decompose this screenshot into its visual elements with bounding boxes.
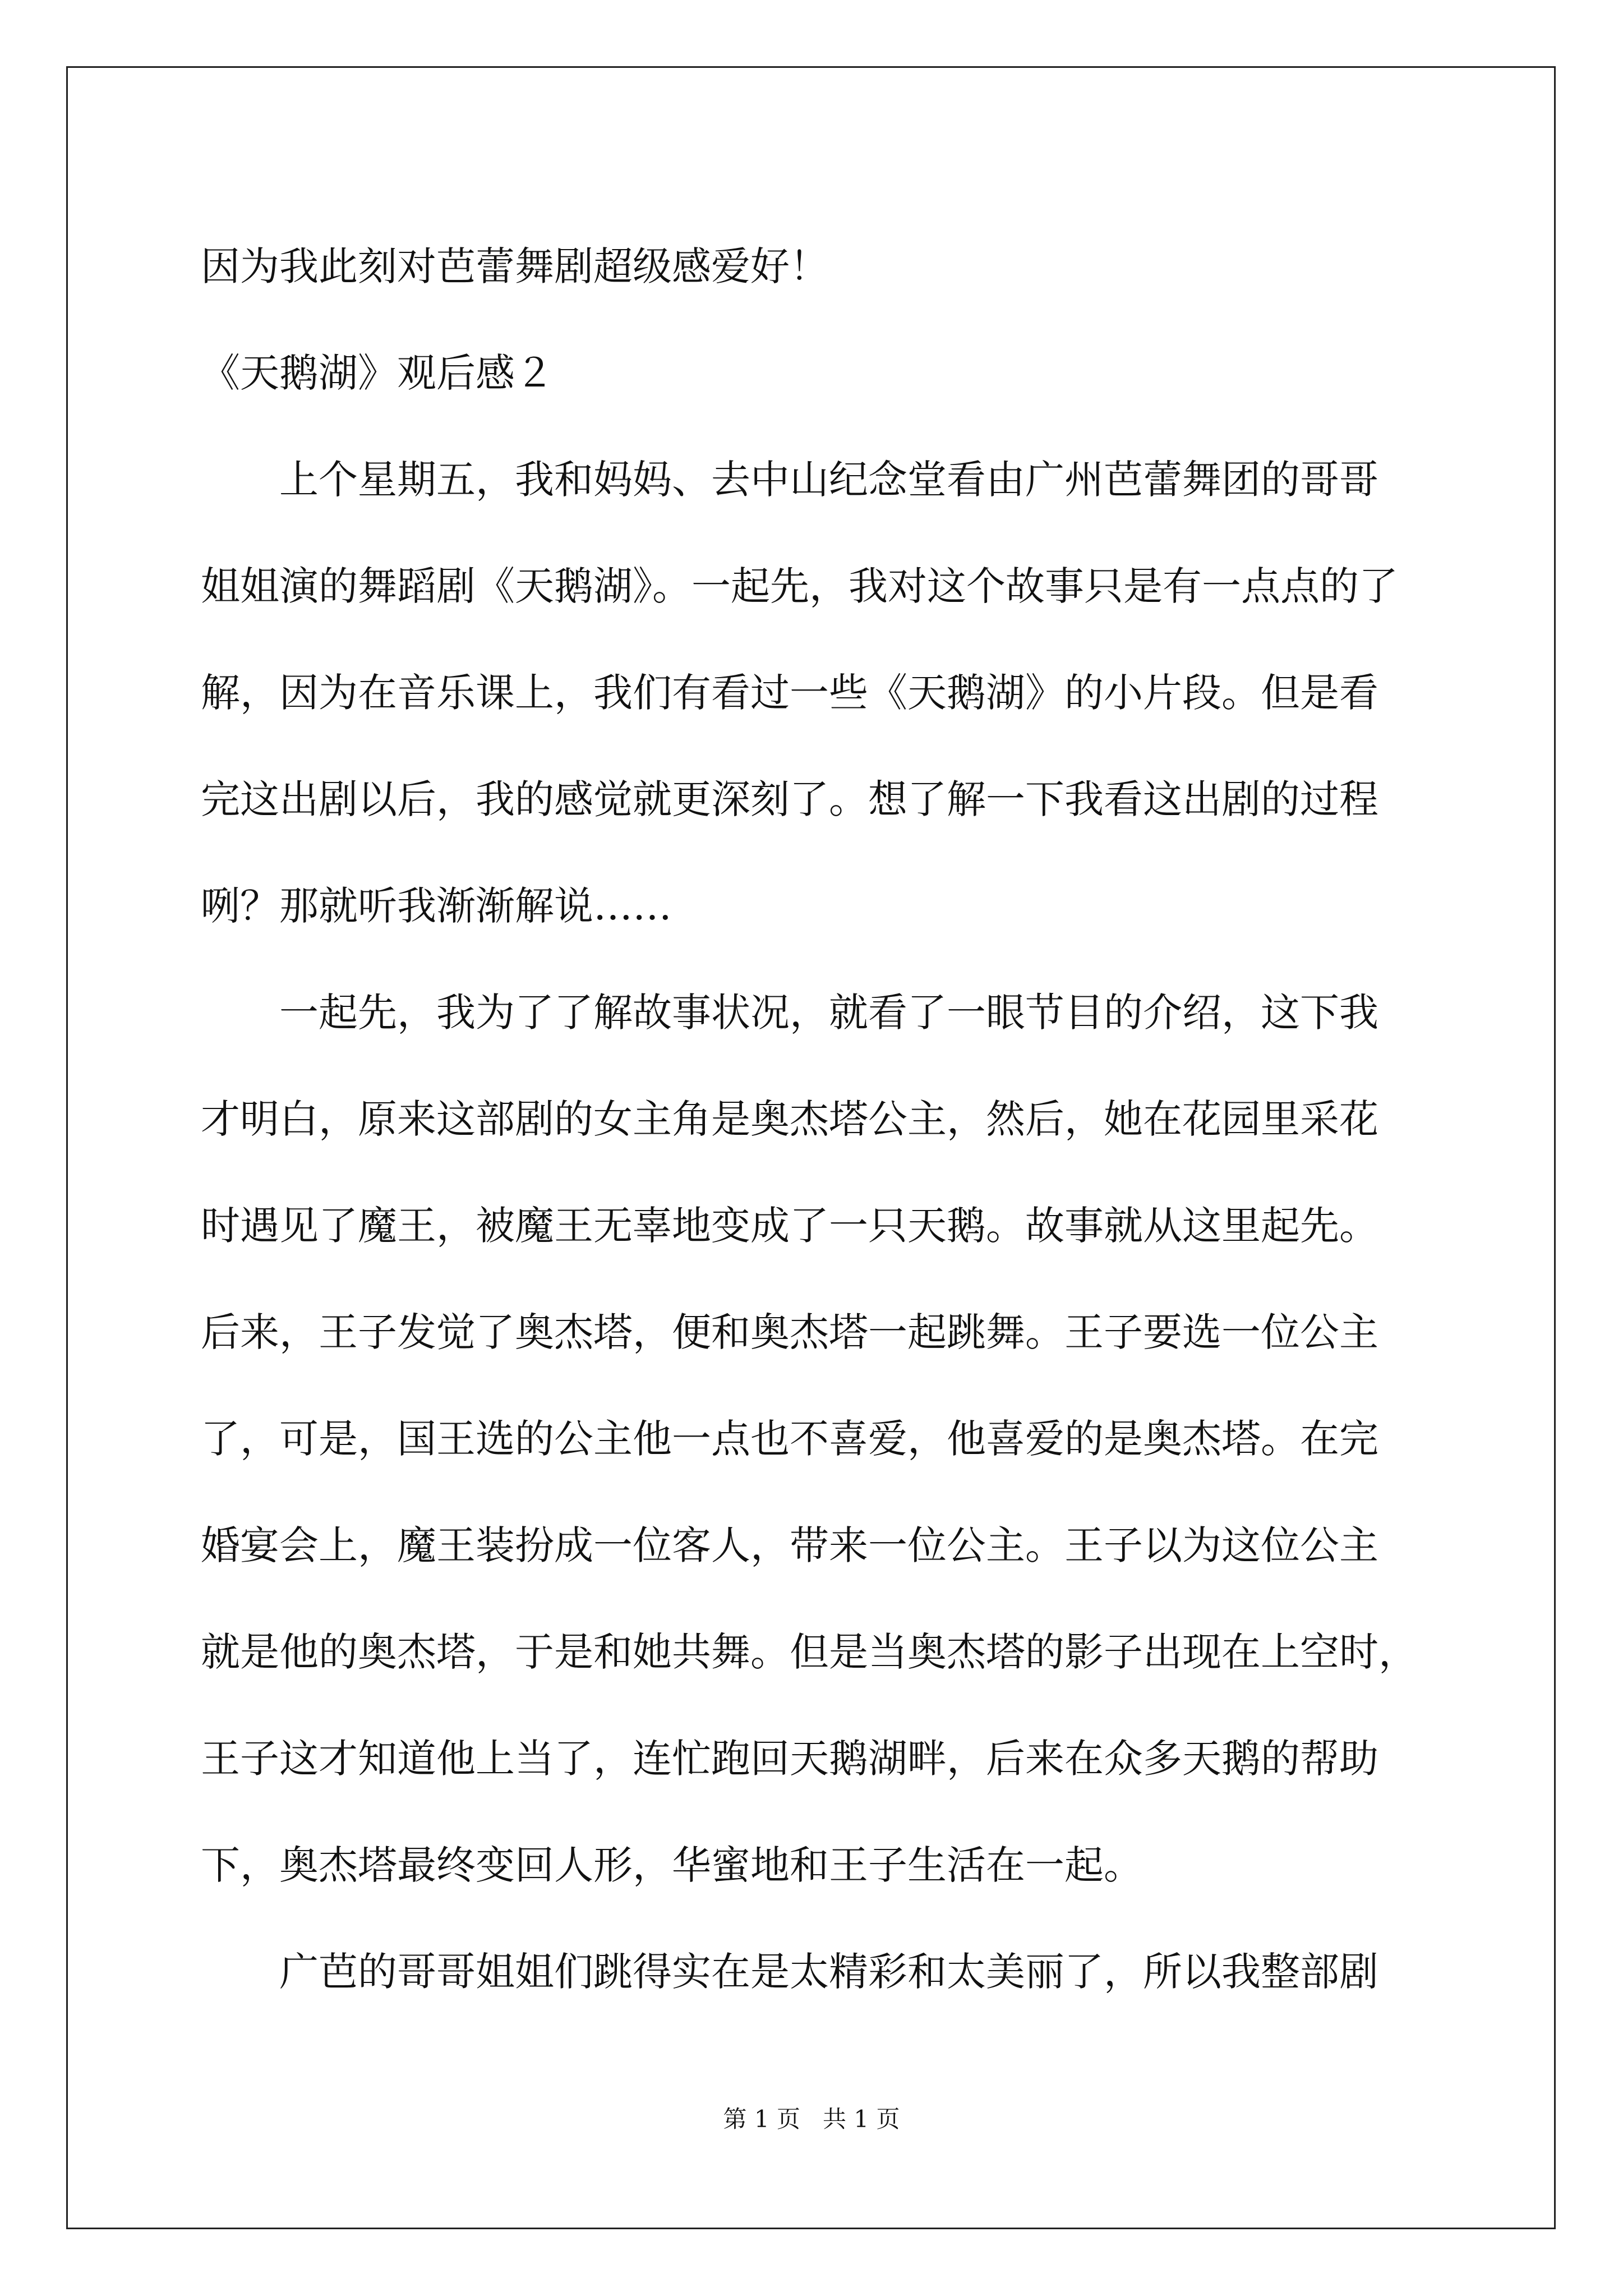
text-line: 完这出剧以后，我的感觉就更深刻了。想了解一下我看这出剧的过程 <box>201 776 1378 822</box>
text-line: 才明白，原来这部剧的女主角是奥杰塔公主，然后，她在花园里采花 <box>201 1096 1378 1142</box>
text-line: 上个星期五，我和妈妈、去中山纪念堂看由广州芭蕾舞团的哥哥 <box>279 457 1378 503</box>
text-line: 王子这才知道他上当了，连忙跑回天鹅湖畔，后来在众多天鹅的帮助 <box>201 1736 1378 1782</box>
text-line: 婚宴会上，魔王装扮成一位客人，带来一位公主。王子以为这位公主 <box>201 1522 1378 1568</box>
text-line: 时遇见了魔王，被魔王无辜地变成了一只天鹅。故事就从这里起先。 <box>201 1203 1378 1249</box>
text-line: 了，可是，国王选的公主他一点也不喜爱，他喜爱的是奥杰塔。在完 <box>201 1416 1378 1462</box>
text-line: 就是他的奥杰塔，于是和她共舞。但是当奥杰塔的影子出现在上空时， <box>201 1629 1418 1675</box>
text-line: 姐姐演的舞蹈剧《天鹅湖》。一起先，我对这个故事只是有一点点的了 <box>201 563 1398 609</box>
text-line: 因为我此刻对芭蕾舞剧超级感爱好！ <box>201 243 829 289</box>
text-line: 咧？那就听我渐渐解说…… <box>201 883 672 929</box>
text-line: 一起先，我为了了解故事状况，就看了一眼节目的介绍，这下我 <box>279 990 1378 1036</box>
section-title: 《天鹅湖》观后感２ <box>201 350 554 396</box>
text-line: 后来，王子发觉了奥杰塔，便和奥杰塔一起跳舞。王子要选一位公主 <box>201 1309 1378 1355</box>
document-body <box>201 213 1429 2025</box>
text-line: 解，因为在音乐课上，我们有看过一些《天鹅湖》的小片段。但是看 <box>201 670 1378 716</box>
text-line: 广芭的哥哥姐姐们跳得实在是太精彩和太美丽了，所以我整部剧 <box>279 1949 1378 1995</box>
page-footer: 第 1 页 共 1 页 <box>723 2105 900 2133</box>
text-line: 下，奥杰塔最终变回人形，华蜜地和王子生活在一起。 <box>201 1842 1143 1888</box>
